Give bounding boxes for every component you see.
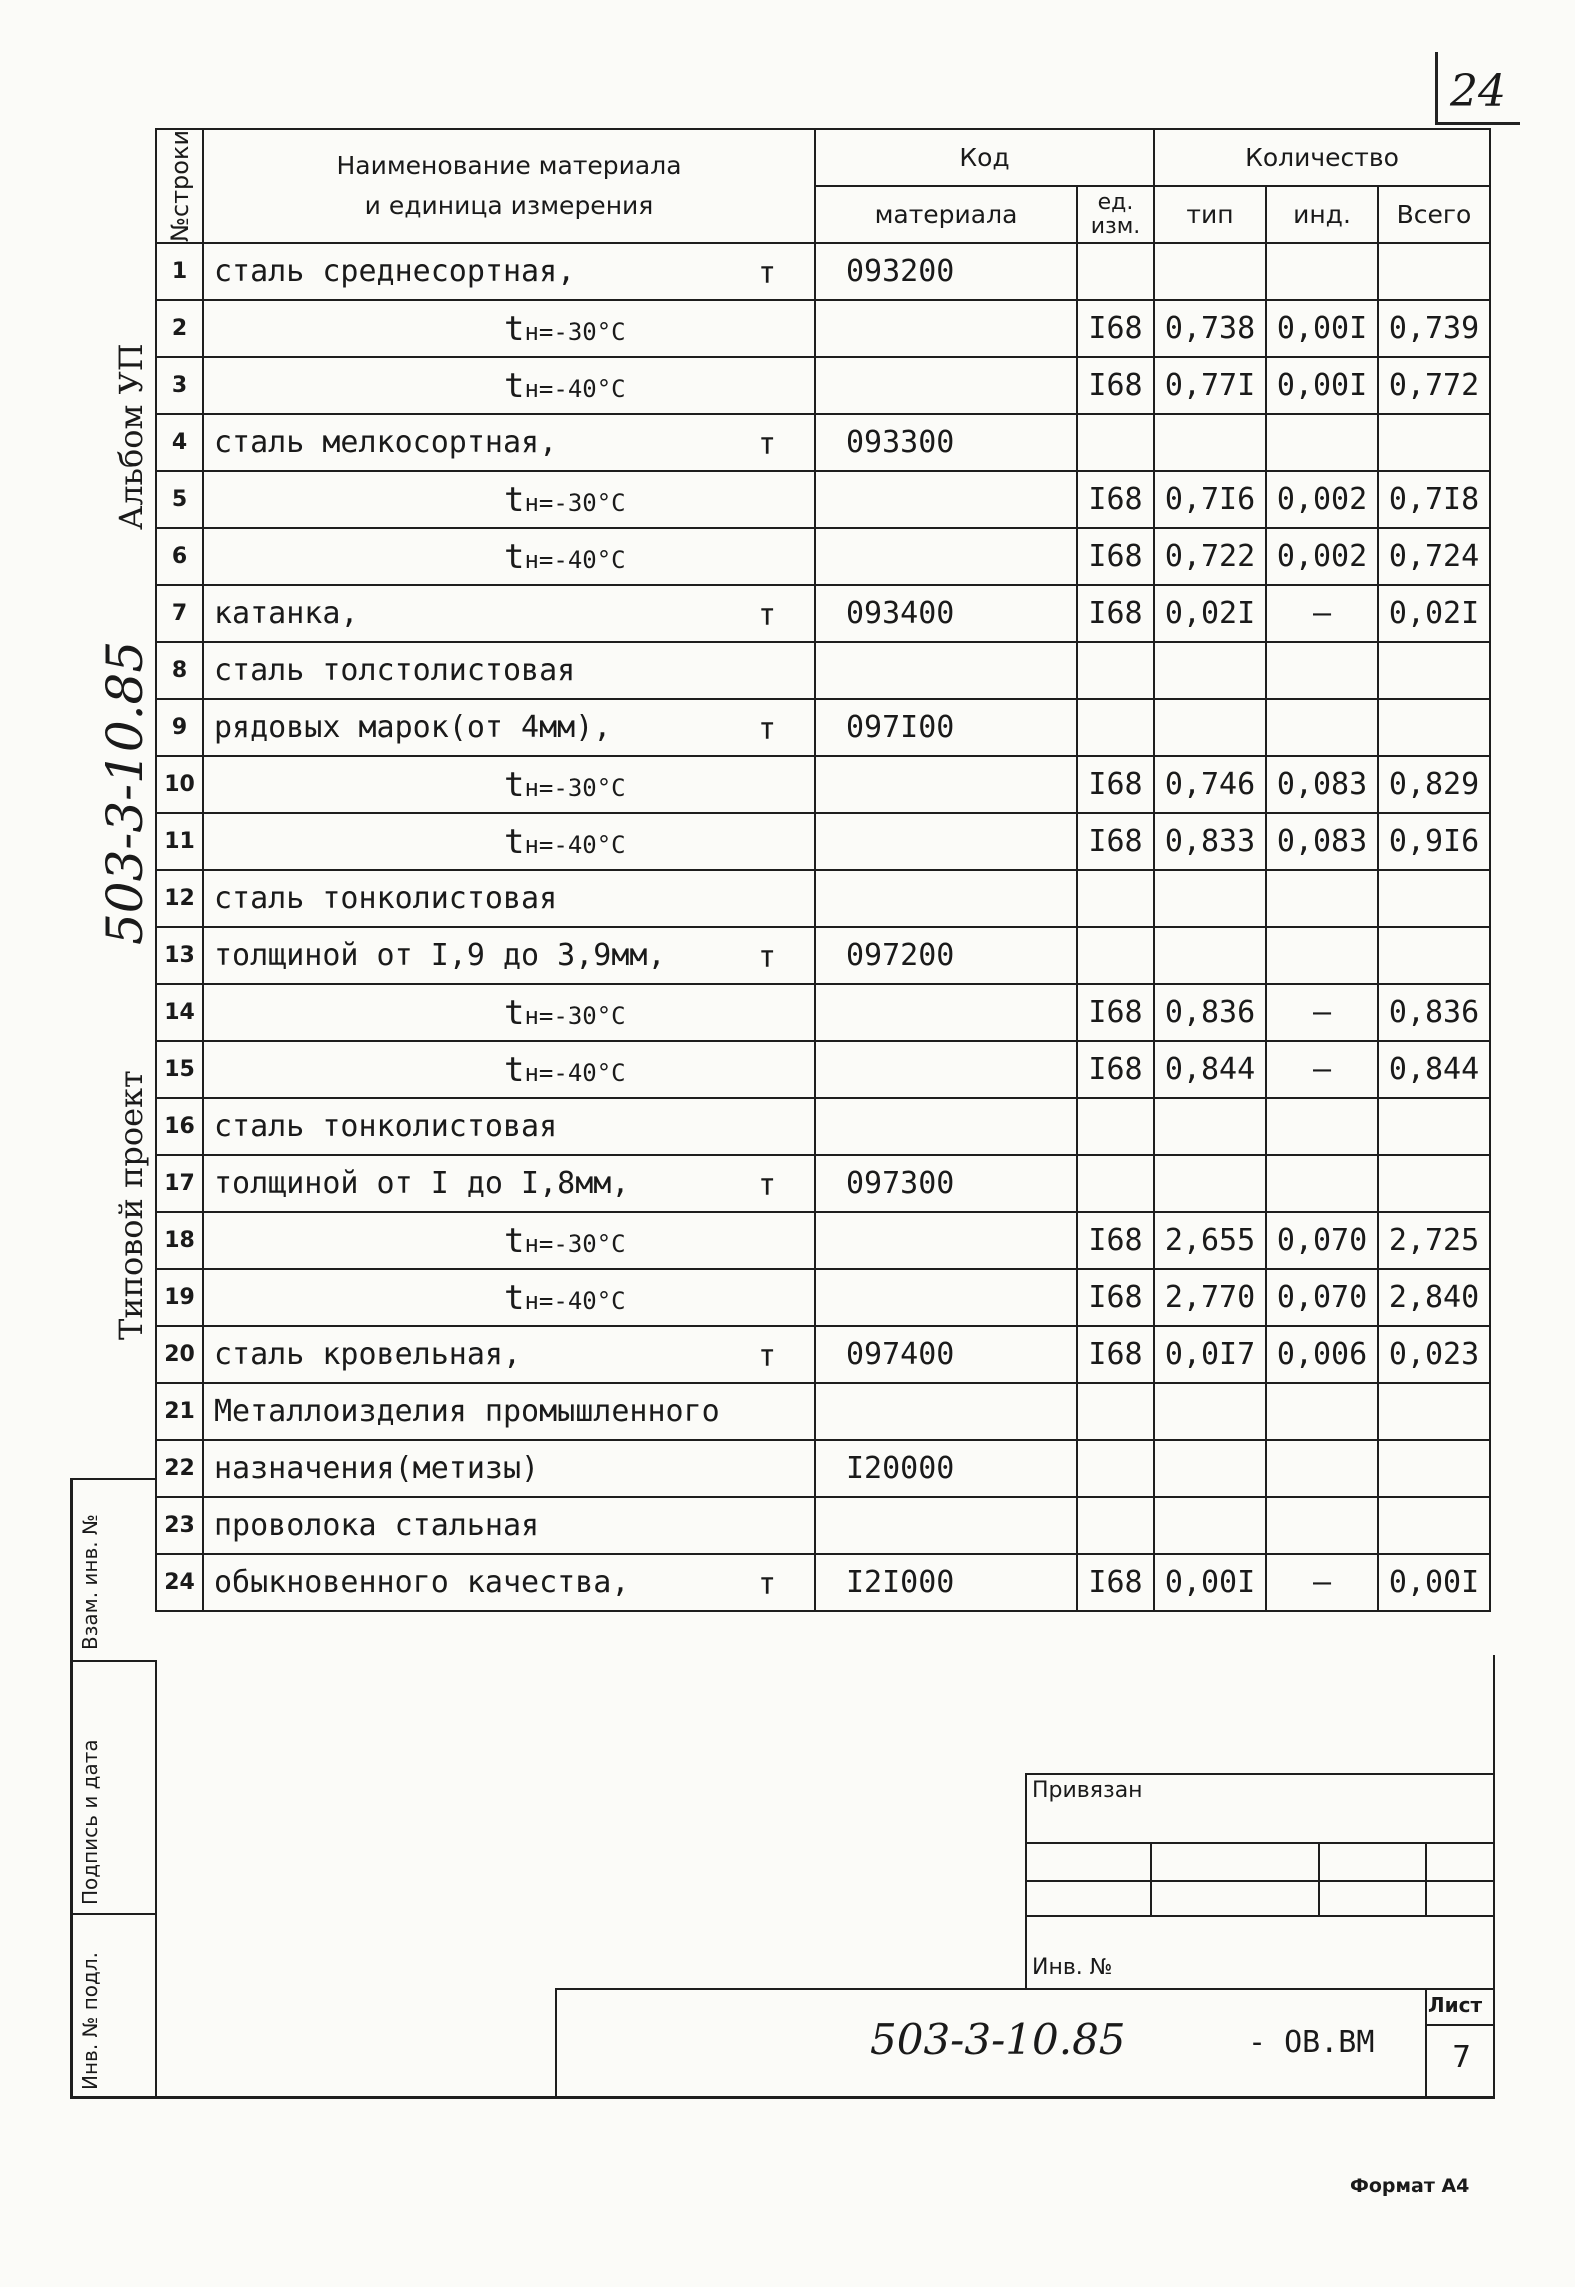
material-name <box>203 984 815 1041</box>
row-number: 5 <box>156 471 203 528</box>
material-code <box>815 1041 1077 1098</box>
docblock-left <box>555 1988 557 2098</box>
material-code <box>815 357 1077 414</box>
row-number: 12 <box>156 870 203 927</box>
qty-total <box>1378 699 1490 756</box>
material-name <box>203 1212 815 1269</box>
qty-ind: 0,070 <box>1266 1212 1378 1269</box>
stamp-divider-2 <box>70 1913 157 1915</box>
page-number: 24 <box>1450 66 1506 117</box>
material-name-text: t <box>504 1220 525 1261</box>
qty-tip: 0,77I <box>1154 357 1266 414</box>
material-unit: т <box>757 1168 776 1203</box>
qty-total: 0,829 <box>1378 756 1490 813</box>
header-name: Наименование материала и единица измерения <box>203 129 815 243</box>
qty-tip <box>1154 642 1266 699</box>
table-row <box>156 1554 1490 1611</box>
material-code: 093300 <box>815 414 1077 471</box>
material-unit: т <box>757 427 776 462</box>
table-row <box>156 585 1490 642</box>
qty-total: 0,7I8 <box>1378 471 1490 528</box>
table-row <box>156 756 1490 813</box>
row-number: 23 <box>156 1497 203 1554</box>
material-name-text: толщиной от I,9 до 3,9мм, <box>214 938 666 973</box>
table-row <box>156 1326 1490 1383</box>
material-name <box>203 585 815 642</box>
sheet-number: 7 <box>1452 2040 1472 2075</box>
material-code <box>815 756 1077 813</box>
material-code <box>815 1212 1077 1269</box>
qty-tip: 0,746 <box>1154 756 1266 813</box>
qty-ind: 0,070 <box>1266 1269 1378 1326</box>
header-code: Код <box>815 129 1154 186</box>
doc-code: 503-3-10.85 <box>870 2015 1126 2064</box>
table-row <box>156 471 1490 528</box>
qty-total: 0,02I <box>1378 585 1490 642</box>
temperature-subscript: н=-30°С <box>524 773 626 802</box>
unit-code <box>1077 1155 1154 1212</box>
sheet-label: Лист <box>1428 1993 1483 2017</box>
qty-total: 0,739 <box>1378 300 1490 357</box>
sheet-col-divider <box>1425 2024 1495 2026</box>
table-row <box>156 642 1490 699</box>
qty-tip <box>1154 1098 1266 1155</box>
qty-tip: 2,770 <box>1154 1269 1266 1326</box>
material-name-text: проволока стальная <box>214 1508 540 1543</box>
material-name <box>203 414 815 471</box>
material-name-text: сталь тонколистовая <box>214 1109 558 1144</box>
material-name <box>203 243 815 300</box>
qty-tip: 2,655 <box>1154 1212 1266 1269</box>
table-row <box>156 243 1490 300</box>
qty-tip <box>1154 1497 1266 1554</box>
table-row <box>156 1212 1490 1269</box>
header-qty-tip: тип <box>1154 186 1266 243</box>
table-row <box>156 1155 1490 1212</box>
material-name <box>203 1098 815 1155</box>
row-number: 6 <box>156 528 203 585</box>
material-code: 093400 <box>815 585 1077 642</box>
unit-code: I68 <box>1077 1326 1154 1383</box>
stamp-border-top <box>70 1478 157 1480</box>
qty-ind <box>1266 927 1378 984</box>
row-number: 20 <box>156 1326 203 1383</box>
table-row <box>156 528 1490 585</box>
unit-code <box>1077 414 1154 471</box>
qty-total <box>1378 243 1490 300</box>
material-name-text: рядовых марок(от 4мм), <box>214 710 612 745</box>
table-row <box>156 927 1490 984</box>
material-name-text: t <box>504 365 525 406</box>
qty-tip: 0,02I <box>1154 585 1266 642</box>
qty-ind: 0,006 <box>1266 1326 1378 1383</box>
material-unit: т <box>757 712 776 747</box>
header-code-unit: ед. изм. <box>1077 186 1154 243</box>
row-number: 8 <box>156 642 203 699</box>
row-number: 9 <box>156 699 203 756</box>
material-code <box>815 528 1077 585</box>
qty-ind: 0,00I <box>1266 357 1378 414</box>
qty-total: 0,844 <box>1378 1041 1490 1098</box>
table-row <box>156 813 1490 870</box>
side-label-project-type: Типовой проект <box>112 1070 150 1340</box>
materials-table-body <box>156 243 1490 1611</box>
unit-code <box>1077 1098 1154 1155</box>
material-name-text: t <box>504 764 525 805</box>
row-number: 14 <box>156 984 203 1041</box>
row-number: 21 <box>156 1383 203 1440</box>
material-name <box>203 1326 815 1383</box>
material-code <box>815 1383 1077 1440</box>
privyazan-line-3 <box>1025 1915 1495 1917</box>
qty-tip: 0,7I6 <box>1154 471 1266 528</box>
side-label-album: Альбом УП <box>112 343 150 530</box>
qty-total <box>1378 1497 1490 1554</box>
table-row <box>156 699 1490 756</box>
table-row <box>156 1269 1490 1326</box>
material-name <box>203 357 815 414</box>
row-number: 4 <box>156 414 203 471</box>
material-name-text: сталь среднесортная, <box>214 254 576 289</box>
row-number: 19 <box>156 1269 203 1326</box>
row-number: 18 <box>156 1212 203 1269</box>
unit-code <box>1077 1440 1154 1497</box>
unit-code: I68 <box>1077 1041 1154 1098</box>
material-code <box>815 984 1077 1041</box>
row-number: 10 <box>156 756 203 813</box>
stamp-border-right <box>1493 1655 1495 2098</box>
stamp-inv-podl-label: Инв. № подл. <box>78 1952 102 2090</box>
material-code <box>815 471 1077 528</box>
qty-tip <box>1154 414 1266 471</box>
material-code <box>815 1497 1077 1554</box>
material-unit: т <box>757 1339 776 1374</box>
material-code: 097I00 <box>815 699 1077 756</box>
doc-suffix: - ОВ.ВМ <box>1248 2025 1375 2060</box>
temperature-subscript: н=-40°С <box>524 1286 626 1315</box>
temperature-subscript: н=-30°С <box>524 317 626 346</box>
qty-total: 2,725 <box>1378 1212 1490 1269</box>
qty-ind <box>1266 1155 1378 1212</box>
row-number: 3 <box>156 357 203 414</box>
material-code: 097200 <box>815 927 1077 984</box>
qty-tip <box>1154 1440 1266 1497</box>
unit-code: I68 <box>1077 585 1154 642</box>
temperature-subscript: н=-40°С <box>524 1058 626 1087</box>
table-row <box>156 414 1490 471</box>
unit-code: I68 <box>1077 984 1154 1041</box>
unit-code: I68 <box>1077 1269 1154 1326</box>
qty-tip <box>1154 1383 1266 1440</box>
material-code <box>815 813 1077 870</box>
qty-tip: 0,738 <box>1154 300 1266 357</box>
qty-tip <box>1154 1155 1266 1212</box>
unit-code <box>1077 642 1154 699</box>
material-code: 093200 <box>815 243 1077 300</box>
unit-code: I68 <box>1077 357 1154 414</box>
qty-total <box>1378 414 1490 471</box>
material-name-text: сталь мелкосортная, <box>214 425 558 460</box>
qty-tip <box>1154 927 1266 984</box>
table-row <box>156 1098 1490 1155</box>
material-code <box>815 1269 1077 1326</box>
table-row <box>156 1041 1490 1098</box>
qty-ind: 0,083 <box>1266 813 1378 870</box>
material-name-text: катанка, <box>214 596 359 631</box>
row-number: 22 <box>156 1440 203 1497</box>
privyazan-col-1 <box>1150 1842 1152 1915</box>
qty-total: 0,023 <box>1378 1326 1490 1383</box>
table-row <box>156 1440 1490 1497</box>
qty-ind: – <box>1266 1041 1378 1098</box>
qty-ind: 0,002 <box>1266 528 1378 585</box>
material-name <box>203 756 815 813</box>
qty-ind <box>1266 1440 1378 1497</box>
material-name <box>203 300 815 357</box>
material-unit: т <box>757 256 776 291</box>
qty-ind: 0,002 <box>1266 471 1378 528</box>
material-name-text: толщиной от I до I,8мм, <box>214 1166 630 1201</box>
material-name-text: Металлоизделия промышленного <box>214 1394 720 1429</box>
stamp-divider-1 <box>70 1660 157 1662</box>
material-name-text: сталь толстолистовая <box>214 653 576 688</box>
format-label: Формат А4 <box>1350 2175 1470 2197</box>
qty-tip <box>1154 870 1266 927</box>
material-code <box>815 300 1077 357</box>
unit-code: I68 <box>1077 756 1154 813</box>
material-name <box>203 1155 815 1212</box>
qty-ind <box>1266 642 1378 699</box>
unit-code: I68 <box>1077 1212 1154 1269</box>
material-name <box>203 813 815 870</box>
unit-code: I68 <box>1077 1554 1154 1611</box>
qty-total: 0,9I6 <box>1378 813 1490 870</box>
qty-ind <box>1266 1098 1378 1155</box>
table-row <box>156 300 1490 357</box>
unit-code: I68 <box>1077 813 1154 870</box>
material-unit: т <box>757 598 776 633</box>
material-code <box>815 1098 1077 1155</box>
qty-total: 2,840 <box>1378 1269 1490 1326</box>
material-code: I2I000 <box>815 1554 1077 1611</box>
side-label-project-code: 503-3-10.85 <box>96 640 154 945</box>
qty-total <box>1378 870 1490 927</box>
qty-total: 0,00I <box>1378 1554 1490 1611</box>
row-number: 24 <box>156 1554 203 1611</box>
unit-code <box>1077 870 1154 927</box>
docblock-top <box>555 1988 1495 1990</box>
table-row <box>156 870 1490 927</box>
temperature-subscript: н=-40°С <box>524 545 626 574</box>
privyazan-col-2 <box>1318 1842 1320 1915</box>
stamp-vzam-label: Взам. инв. № <box>78 1514 102 1650</box>
material-name <box>203 1383 815 1440</box>
header-qty-total: Всего <box>1378 186 1490 243</box>
material-name-text: t <box>504 992 525 1033</box>
header-code-material: материала <box>815 186 1077 243</box>
row-number: 15 <box>156 1041 203 1098</box>
unit-code <box>1077 1383 1154 1440</box>
material-name <box>203 1440 815 1497</box>
material-name <box>203 1269 815 1326</box>
material-name <box>203 1041 815 1098</box>
stamp-border-left <box>70 1478 73 2098</box>
material-name-text: t <box>504 821 525 862</box>
privyazan-top <box>1025 1773 1495 1775</box>
qty-ind <box>1266 1497 1378 1554</box>
material-name-text: t <box>504 1277 525 1318</box>
material-name <box>203 870 815 927</box>
qty-ind <box>1266 870 1378 927</box>
material-name <box>203 642 815 699</box>
header-qty-ind: инд. <box>1266 186 1378 243</box>
temperature-subscript: н=-30°С <box>524 1001 626 1030</box>
stamp-border-bottom <box>70 2096 1495 2099</box>
qty-ind <box>1266 243 1378 300</box>
qty-ind <box>1266 1383 1378 1440</box>
sheet-col-left <box>1425 1988 1427 2098</box>
unit-code <box>1077 243 1154 300</box>
material-name-text: сталь кровельная, <box>214 1337 522 1372</box>
qty-total <box>1378 1098 1490 1155</box>
qty-ind: 0,00I <box>1266 300 1378 357</box>
material-name-text: t <box>504 536 525 577</box>
qty-total <box>1378 927 1490 984</box>
qty-total <box>1378 1383 1490 1440</box>
unit-code: I68 <box>1077 528 1154 585</box>
qty-total <box>1378 642 1490 699</box>
stamp-podpis-label: Подпись и дата <box>78 1739 102 1905</box>
material-name-text: назначения(метизы) <box>214 1451 540 1486</box>
row-number: 17 <box>156 1155 203 1212</box>
temperature-subscript: н=-30°С <box>524 1229 626 1258</box>
qty-tip: 0,0I7 <box>1154 1326 1266 1383</box>
qty-total <box>1378 1440 1490 1497</box>
qty-ind: – <box>1266 1554 1378 1611</box>
material-name <box>203 1497 815 1554</box>
row-number: 13 <box>156 927 203 984</box>
unit-code <box>1077 699 1154 756</box>
row-number: 16 <box>156 1098 203 1155</box>
material-code <box>815 642 1077 699</box>
material-code: 097400 <box>815 1326 1077 1383</box>
unit-code: I68 <box>1077 300 1154 357</box>
inv-no-label: Инв. № <box>1032 1955 1113 1980</box>
material-name <box>203 528 815 585</box>
material-name-text: t <box>504 1049 525 1090</box>
qty-ind <box>1266 699 1378 756</box>
qty-ind <box>1266 414 1378 471</box>
qty-total: 0,772 <box>1378 357 1490 414</box>
material-code: I20000 <box>815 1440 1077 1497</box>
material-name <box>203 927 815 984</box>
qty-tip <box>1154 699 1266 756</box>
table-row <box>156 1497 1490 1554</box>
material-code: 097300 <box>815 1155 1077 1212</box>
header-row-number: №строки <box>156 129 203 243</box>
qty-tip: 0,836 <box>1154 984 1266 1041</box>
qty-ind: – <box>1266 984 1378 1041</box>
temperature-subscript: н=-30°С <box>524 488 626 517</box>
material-name-text: t <box>504 479 525 520</box>
material-name <box>203 471 815 528</box>
material-unit: т <box>757 1567 776 1602</box>
material-unit: т <box>757 940 776 975</box>
temperature-subscript: н=-40°С <box>524 830 626 859</box>
table-row <box>156 1383 1490 1440</box>
qty-tip: 0,00I <box>1154 1554 1266 1611</box>
qty-tip: 0,833 <box>1154 813 1266 870</box>
unit-code <box>1077 927 1154 984</box>
qty-tip <box>1154 243 1266 300</box>
material-code <box>815 870 1077 927</box>
table-row <box>156 357 1490 414</box>
qty-total: 0,836 <box>1378 984 1490 1041</box>
material-name-text: обыкновенного качества, <box>214 1565 630 1600</box>
material-name-text: t <box>504 308 525 349</box>
header-quantity: Количество <box>1154 129 1490 186</box>
unit-code <box>1077 1497 1154 1554</box>
temperature-subscript: н=-40°С <box>524 374 626 403</box>
row-number: 7 <box>156 585 203 642</box>
qty-tip: 0,722 <box>1154 528 1266 585</box>
row-number: 11 <box>156 813 203 870</box>
unit-code: I68 <box>1077 471 1154 528</box>
row-number: 2 <box>156 300 203 357</box>
qty-tip: 0,844 <box>1154 1041 1266 1098</box>
privyazan-label: Привязан <box>1032 1778 1143 1803</box>
qty-ind: 0,083 <box>1266 756 1378 813</box>
qty-total <box>1378 1155 1490 1212</box>
qty-ind: – <box>1266 585 1378 642</box>
stamp-inner-left <box>155 1660 157 2097</box>
material-name-text: сталь тонколистовая <box>214 881 558 916</box>
qty-total: 0,724 <box>1378 528 1490 585</box>
material-name <box>203 1554 815 1611</box>
material-name <box>203 699 815 756</box>
row-number: 1 <box>156 243 203 300</box>
materials-table <box>155 128 1491 1612</box>
table-row <box>156 984 1490 1041</box>
privyazan-col-3 <box>1425 1842 1427 1915</box>
